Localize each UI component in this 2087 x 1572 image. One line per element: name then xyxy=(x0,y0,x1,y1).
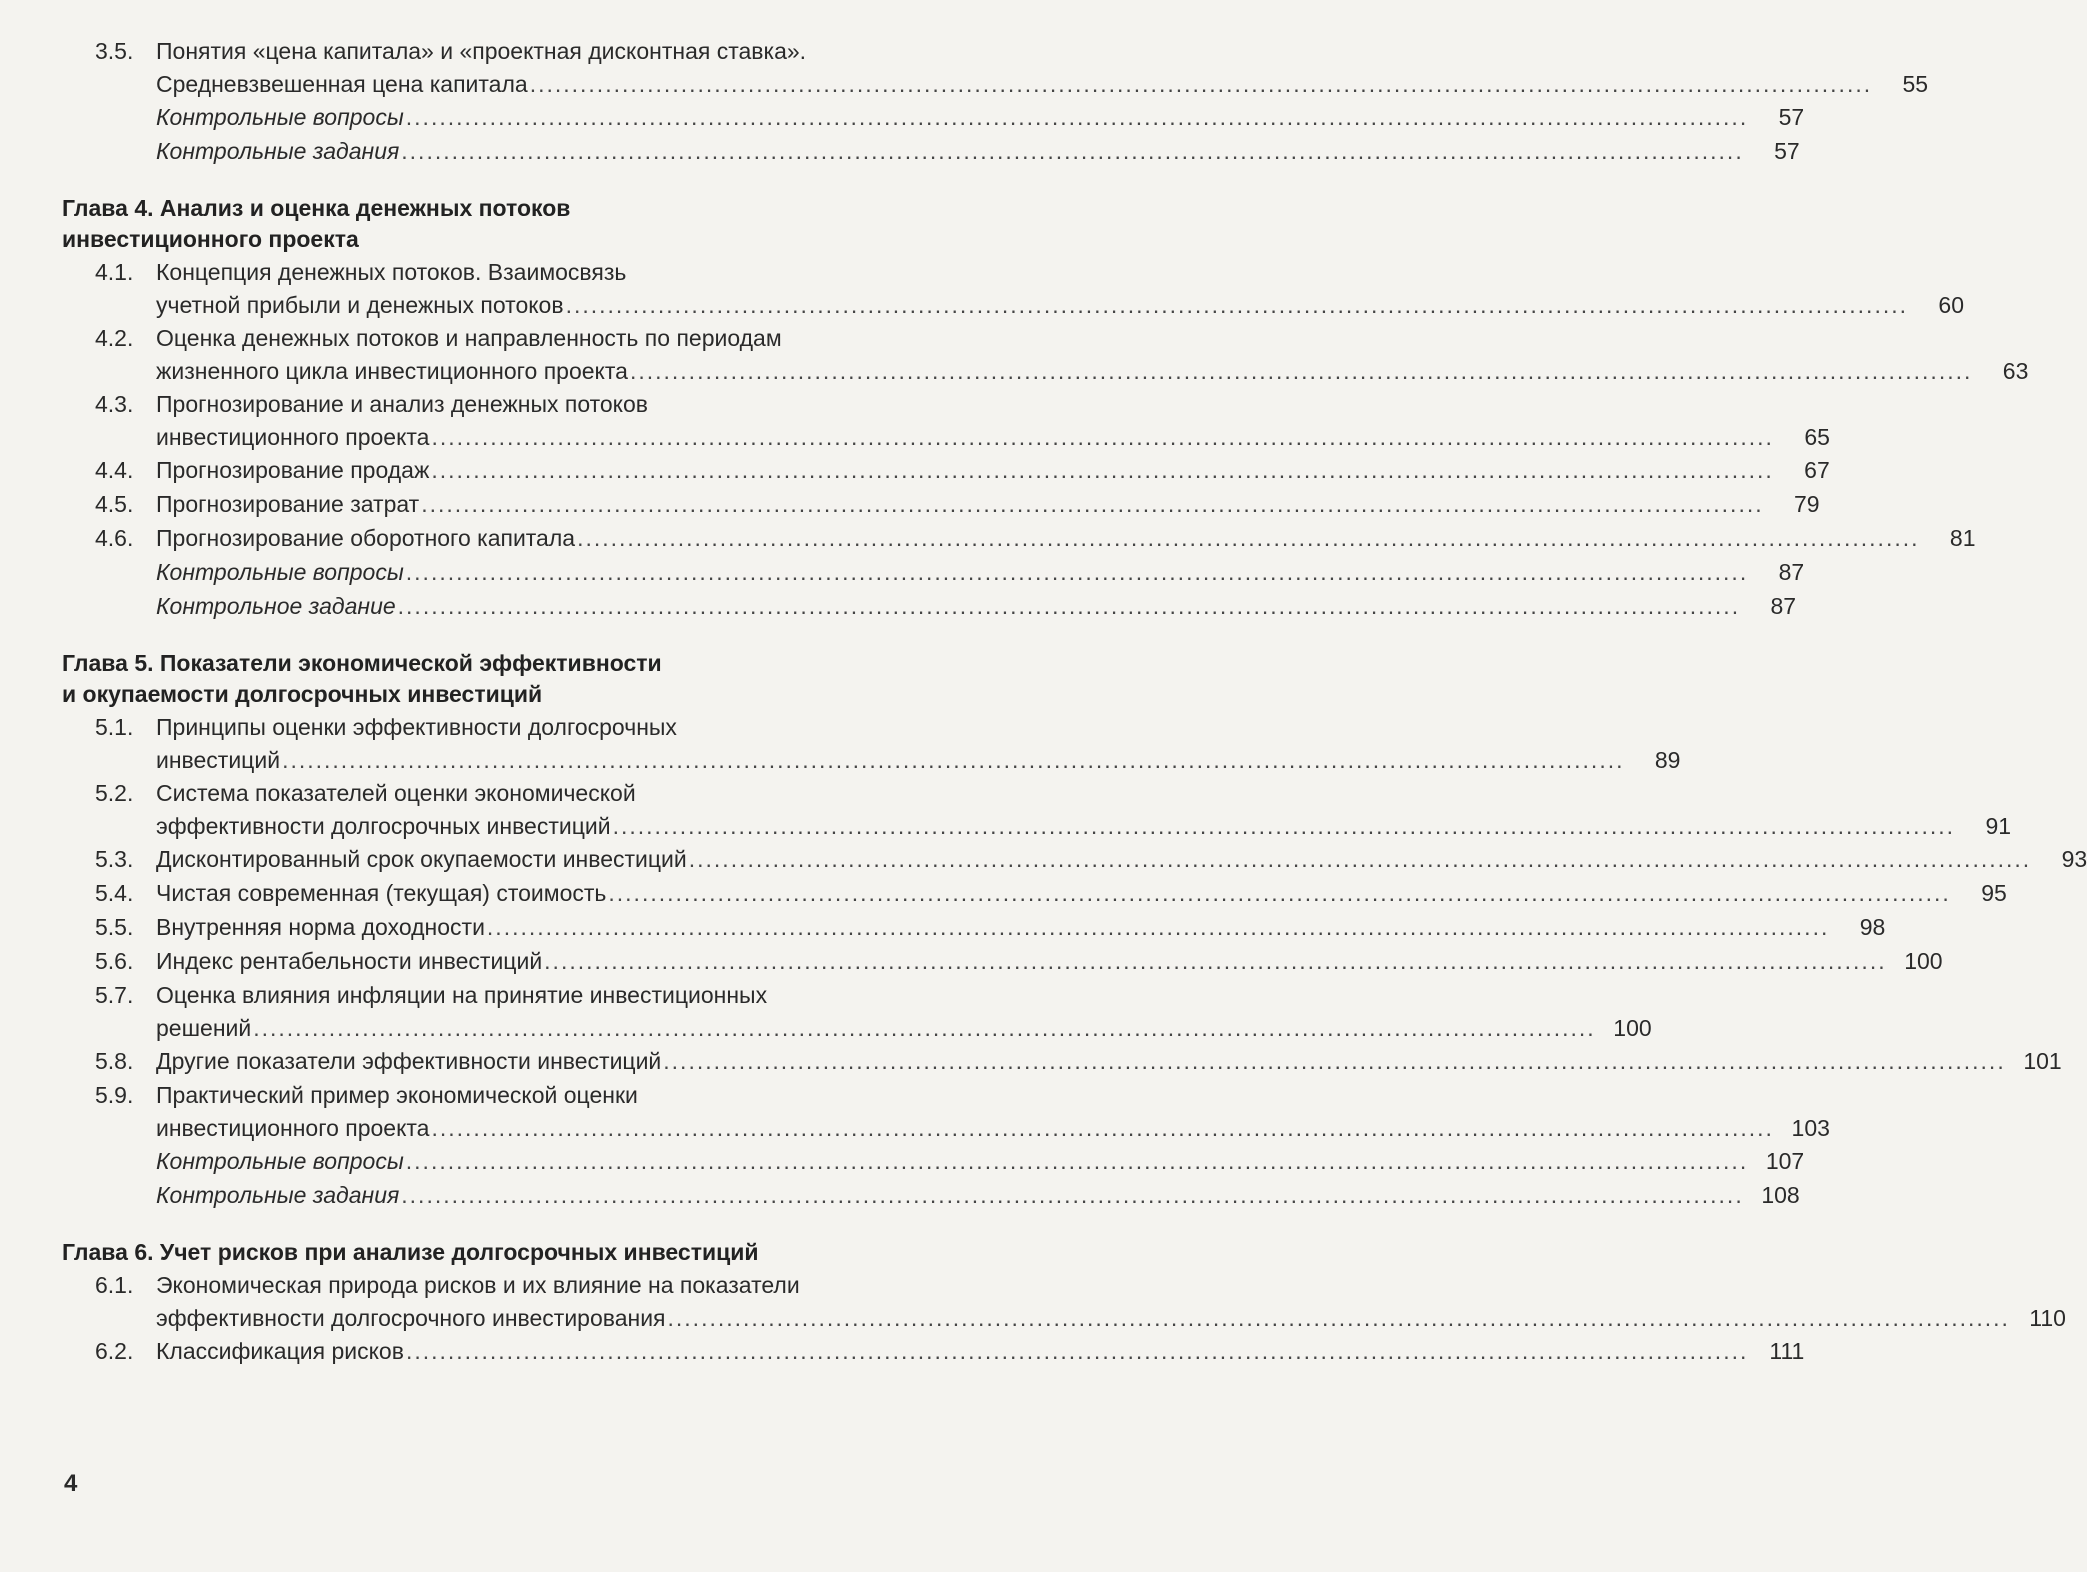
toc-entry xyxy=(62,100,1805,134)
entry-title-text: Внутренняя норма доходности xyxy=(156,914,485,940)
dot-leader: ................................................................................................................................................................ xyxy=(431,457,1774,483)
page-ref: 55 xyxy=(1902,71,1929,97)
page-ref: 103 xyxy=(1791,1115,1830,1141)
section-number: 3.5. xyxy=(95,38,134,64)
page-ref: 89 xyxy=(1654,747,1681,773)
toc-entry xyxy=(62,487,1820,521)
entry-title-text: инвестиций xyxy=(156,747,281,773)
dot-leader: ................................................................................................................................................................ xyxy=(405,1338,1749,1364)
page-ref: 57 xyxy=(1778,104,1805,130)
entry-title-text: Прогнозирование продаж xyxy=(156,457,430,483)
entry-title-text: Контрольные задания xyxy=(156,138,400,164)
section-number: 5.1. xyxy=(95,714,134,740)
toc-entry xyxy=(62,34,1929,100)
toc-entry xyxy=(62,255,1964,321)
page-ref: 101 xyxy=(2023,1048,2062,1074)
entry-title-text: решений xyxy=(156,1015,252,1041)
chapter-title-line: Глава 6. Учет рисков при анализе долгосрочных инвестиций xyxy=(62,1239,759,1265)
toc-entry xyxy=(62,1334,1805,1368)
section-number: 5.2. xyxy=(95,780,134,806)
entry-title-text: Контрольные вопросы xyxy=(156,104,404,130)
dot-leader: ................................................................................................................................................................ xyxy=(577,525,1920,551)
dot-leader: ................................................................................................................................................................ xyxy=(421,491,1764,517)
section-number: 4.5. xyxy=(95,491,134,517)
page-ref: 95 xyxy=(1981,880,2007,906)
page-ref: 63 xyxy=(2002,358,2029,384)
dot-leader: ................................................................................................................................................................ xyxy=(401,138,1744,164)
dot-leader: ................................................................................................................................................................ xyxy=(431,424,1774,450)
toc-entry xyxy=(62,710,1681,776)
toc-entry xyxy=(62,453,1830,487)
chapter-title-line: и окупаемости долгосрочных инвестиций xyxy=(62,681,543,707)
entry-title-text: Дисконтированный срок окупаемости инвестиций xyxy=(156,846,687,872)
entry-title-text: Прогнозирование и анализ денежных потоков xyxy=(156,391,649,417)
entry-title-text: инвестиционного проекта xyxy=(156,1115,430,1141)
entry-title-text: Экономическая природа рисков и их влияние на показатели xyxy=(156,1272,800,1298)
page-ref: 108 xyxy=(1761,1182,1800,1208)
toc-chapter xyxy=(62,1237,2066,1368)
section-number: 6.2. xyxy=(95,1338,134,1364)
dot-leader: ................................................................................................................................................................ xyxy=(612,813,1956,839)
toc-entry xyxy=(62,1178,1800,1212)
page-ref: 100 xyxy=(1904,948,1943,974)
entry-title-text: Индекс рентабельности инвестиций xyxy=(156,948,543,974)
toc-chapter xyxy=(62,193,2029,623)
entry-title-text: Система показателей оценки экономической xyxy=(156,780,636,806)
chapter-title-line: инвестиционного проекта xyxy=(62,226,359,252)
entry-title-text: Классификация рисков xyxy=(156,1338,404,1364)
dot-leader: ................................................................................................................................................................ xyxy=(405,104,1749,130)
dot-leader: ................................................................................................................................................................ xyxy=(253,1015,1596,1041)
chapter-title-line: Глава 4. Анализ и оценка денежных потоков xyxy=(62,195,571,221)
section-number: 4.1. xyxy=(95,259,134,285)
page-ref: 87 xyxy=(1778,559,1805,585)
page-ref: 57 xyxy=(1774,138,1800,164)
toc-chapter xyxy=(62,648,2087,1212)
dot-leader: ................................................................................................................................................................ xyxy=(529,71,1873,97)
entry-title-text: Средневзвешенная цена капитала xyxy=(156,71,528,97)
section-number: 4.3. xyxy=(95,391,134,417)
entry-title-text: Контрольные вопросы xyxy=(156,1148,404,1174)
page-ref: 93 xyxy=(2061,846,2087,872)
entry-title-text: Контрольные задания xyxy=(156,1182,400,1208)
dot-leader: ................................................................................................................................................................ xyxy=(608,880,1951,906)
toc-entry xyxy=(62,321,2029,387)
page-ref: 107 xyxy=(1765,1148,1805,1174)
page-ref: 81 xyxy=(1949,525,1976,551)
toc-entry xyxy=(62,776,2012,842)
section-number: 5.5. xyxy=(95,914,134,940)
toc-entry xyxy=(62,134,1800,168)
toc-entry xyxy=(62,978,1652,1044)
entry-title-text: Прогнозирование затрат xyxy=(156,491,420,517)
toc-entry xyxy=(62,555,1805,589)
dot-leader: ................................................................................................................................................................ xyxy=(401,1182,1744,1208)
entry-title-text: Концепция денежных потоков. Взаимосвязь xyxy=(156,259,627,285)
dot-leader: ................................................................................................................................................................ xyxy=(405,1148,1749,1174)
entry-title-text: Прогнозирование оборотного капитала xyxy=(156,525,576,551)
toc-entry xyxy=(62,876,2007,910)
toc-entry xyxy=(62,1078,1830,1144)
entry-title-text: Чистая современная (текущая) стоимость xyxy=(156,880,607,906)
dot-leader: ................................................................................................................................................................ xyxy=(431,1115,1774,1141)
toc-entry xyxy=(62,1044,2062,1078)
page-ref: 87 xyxy=(1770,593,1797,619)
dot-leader: ................................................................................................................................................................ xyxy=(282,747,1625,773)
page-ref: 67 xyxy=(1804,457,1830,483)
dot-leader: ................................................................................................................................................................ xyxy=(629,358,1973,384)
page-ref: 60 xyxy=(1938,292,1964,318)
toc-entry xyxy=(62,842,2087,876)
toc-entry xyxy=(62,910,1886,944)
toc-entry xyxy=(62,1268,2066,1334)
dot-leader: ................................................................................................................................................................ xyxy=(544,948,1887,974)
section-number: 4.6. xyxy=(95,525,134,551)
entry-title-text: инвестиционного проекта xyxy=(156,424,430,450)
section-number: 5.6. xyxy=(95,948,134,974)
page-ref: 110 xyxy=(2029,1305,2066,1331)
section-number: 5.8. xyxy=(95,1048,134,1074)
entry-title-text: Понятия «цена капитала» и «проектная дисконтная ставка». xyxy=(156,38,807,64)
page-ref: 91 xyxy=(1985,813,2012,839)
section-number: 5.4. xyxy=(95,880,134,906)
entry-title-text: Оценка денежных потоков и направленность по периодам xyxy=(156,325,782,351)
page-ref: 79 xyxy=(1794,491,1820,517)
page-ref: 65 xyxy=(1804,424,1830,450)
toc-chapter xyxy=(62,34,1929,168)
entry-title-text: учетной прибыли и денежных потоков xyxy=(156,292,564,318)
toc-entry xyxy=(62,589,1797,623)
section-number: 6.1. xyxy=(95,1272,134,1298)
toc-entry xyxy=(62,1144,1805,1178)
section-number: 4.2. xyxy=(95,325,134,351)
entry-title-text: жизненного цикла инвестиционного проекта xyxy=(156,358,628,384)
entry-title-text: эффективности долгосрочного инвестирования xyxy=(156,1305,666,1331)
entry-title-text: Контрольные вопросы xyxy=(156,559,404,585)
page-ref: 111 xyxy=(1769,1338,1805,1364)
toc-entry xyxy=(62,944,1943,978)
dot-leader: ................................................................................................................................................................ xyxy=(688,846,2032,872)
page-ref: 98 xyxy=(1859,914,1886,940)
entry-title-text: эффективности долгосрочных инвестиций xyxy=(156,813,611,839)
entry-title-text: Практический пример экономической оценки xyxy=(156,1082,638,1108)
dot-leader: ................................................................................................................................................................ xyxy=(486,914,1830,940)
dot-leader: ................................................................................................................................................................ xyxy=(405,559,1749,585)
dot-leader: ................................................................................................................................................................ xyxy=(667,1305,2010,1331)
entry-title-text: Контрольное задание xyxy=(156,593,396,619)
table-of-contents xyxy=(62,34,2087,1368)
section-number: 5.7. xyxy=(95,982,134,1008)
section-number: 4.4. xyxy=(95,457,134,483)
toc-entry xyxy=(62,521,1976,555)
page-number: 4 xyxy=(64,1470,78,1497)
dot-leader: ................................................................................................................................................................ xyxy=(663,1048,2006,1074)
page-ref: 100 xyxy=(1613,1015,1652,1041)
chapter-title-line: Глава 5. Показатели экономической эффективности xyxy=(62,650,662,676)
section-number: 5.3. xyxy=(95,846,134,872)
entry-title-text: Другие показатели эффективности инвестиций xyxy=(156,1048,662,1074)
entry-title-text: Оценка влияния инфляции на принятие инвестиционных xyxy=(156,982,768,1008)
entry-title-text: Принципы оценки эффективности долгосрочных xyxy=(156,714,677,740)
dot-leader: ................................................................................................................................................................ xyxy=(397,593,1741,619)
section-number: 5.9. xyxy=(95,1082,134,1108)
dot-leader: ................................................................................................................................................................ xyxy=(565,292,1908,318)
toc-entry xyxy=(62,387,1830,453)
